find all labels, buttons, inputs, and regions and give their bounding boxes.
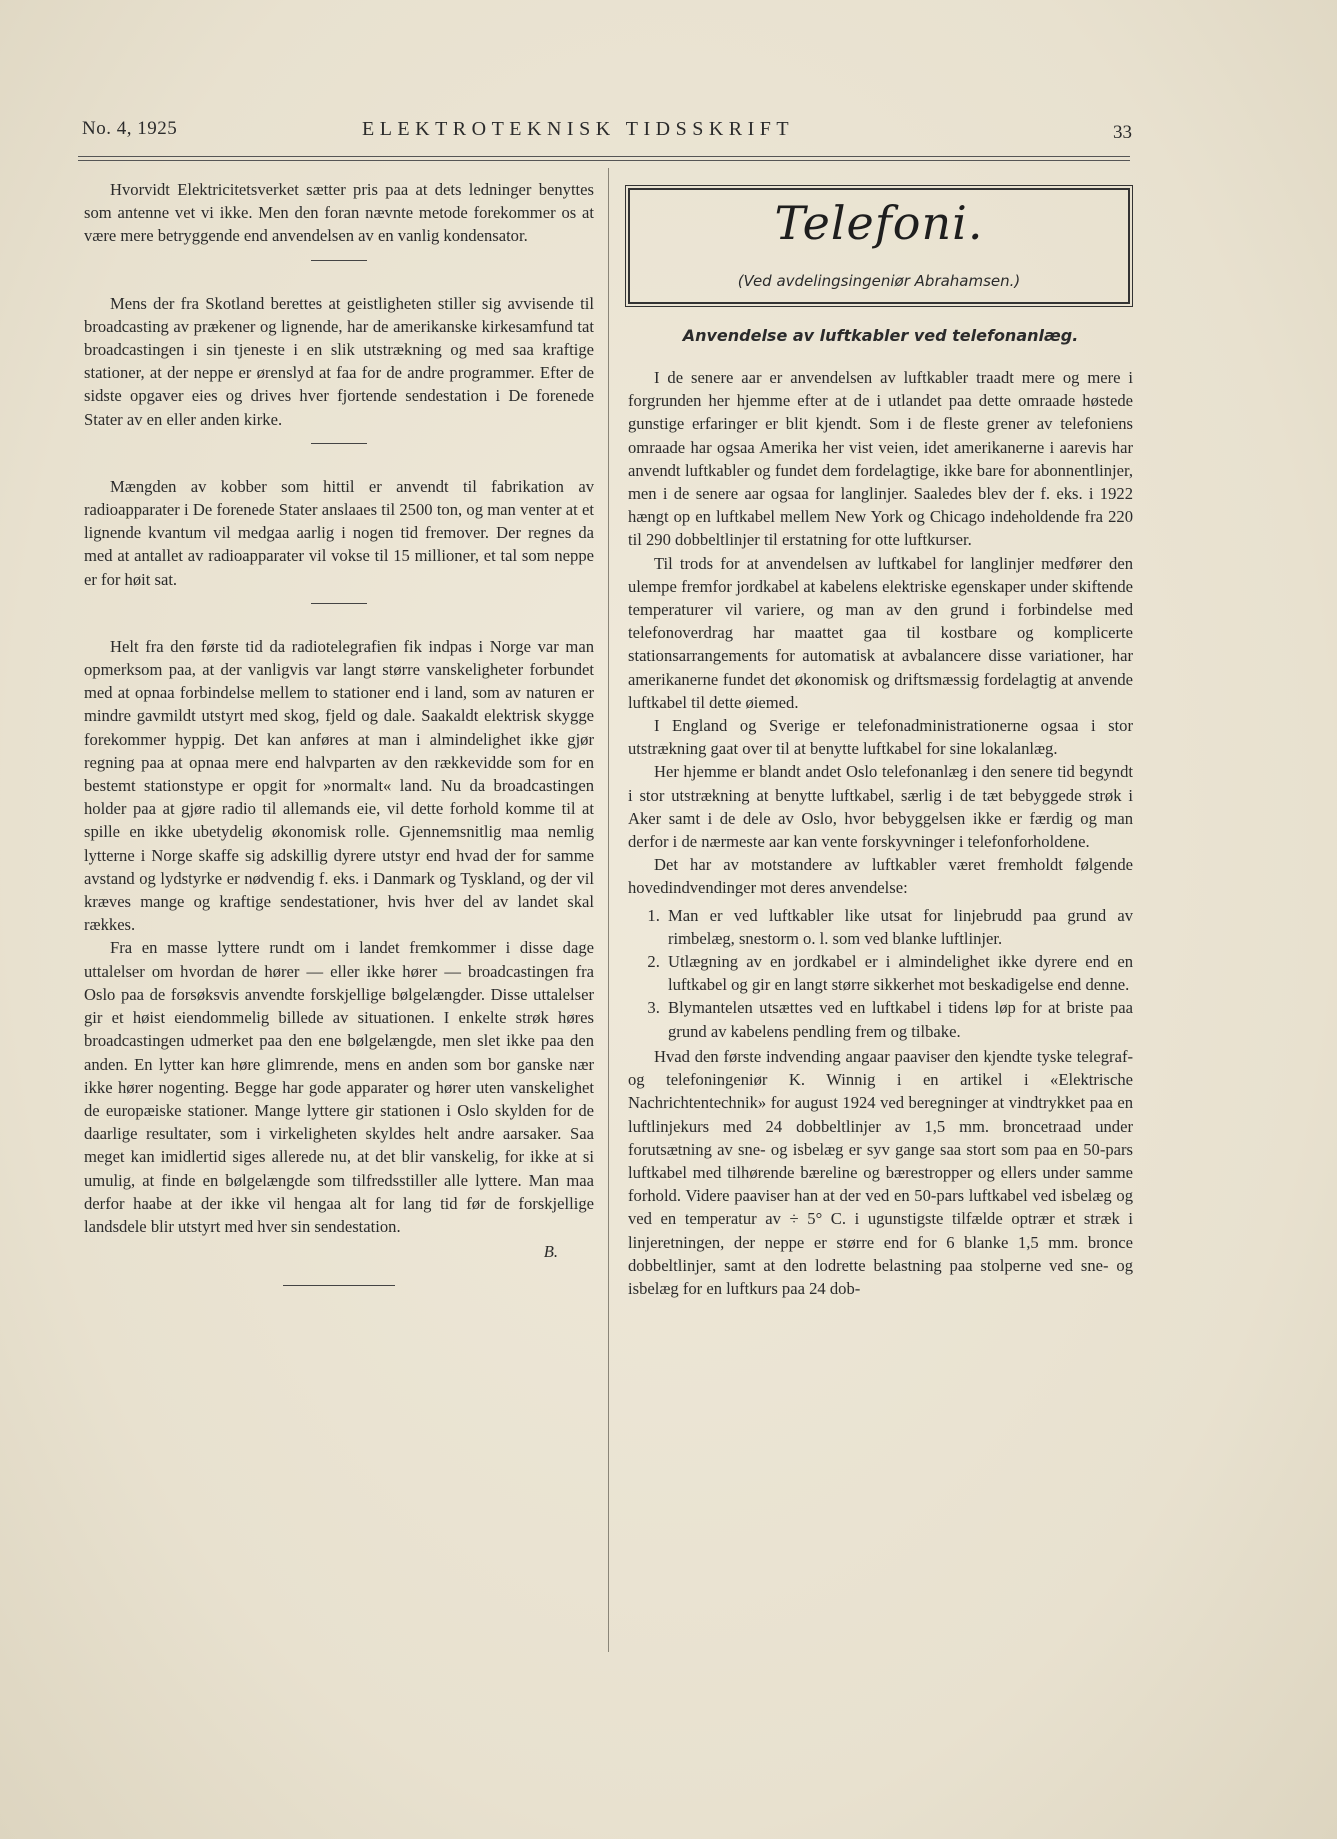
header-rule-double: [78, 160, 1130, 161]
list-item: 3. Blymantelen utsættes ved en luftkabel i tidens løp for at briste paa grund av kabelens pendling frem og tilbake.: [664, 996, 1133, 1042]
article-paragraph: I England og Sverige er telefonadministrationerne ogsaa i stor utstrækning gaat over til at benytte luftkabel for sine lokalanlæg.: [628, 716, 1133, 759]
article-title: Anvendelse av luftkabler ved telefonanlæg.: [682, 326, 1079, 345]
article-paragraph: Her hjemme er blandt andet Oslo telefonanlæg i den senere tid begyndt i stor utstrækning at benytte luftkabel, særlig i de tæt bebyggede strøk i Aker samt i de dele av Oslo, hvor bebyggelsen ikke er færdig og man derfor i de nærmeste aar kan vente forskyvninger i telefonforholdene.: [628, 762, 1133, 852]
column-divider: [608, 168, 609, 1652]
title-box: [628, 188, 1130, 304]
article-paragraph: I de senere aar er anvendelsen av luftkabler traadt mere og mere i forgrunden her hjemme efter at de i utlandet paa dette omraade høstede gunstige erfaringer er blit kjendt. Som i de fleste grener av telefoniens omraade har ogsaa Amerika her vist veien, idet amerikanerne i aarevis har anvendt luftkabler og fundet dem fordelagtige, ikke bare for abonnentlinjer, men i de senere aar ogsaa for langlinjer. Saaledes blev der f. eks. i 1922 hængt op en luftkabel mellem New York og Chicago indeholdende fra 220 til 290 dobbeltlinjer til erstatning for otte luftkurser.: [628, 368, 1133, 550]
page-number: 33: [1113, 122, 1132, 143]
issue-number: No. 4, 1925: [82, 118, 178, 139]
header-rule: [78, 156, 1130, 157]
signature: B.: [543, 1242, 558, 1262]
article-paragraph: Det har av motstandere av luftkabler været fremholdt følgende hovedindvendinger mot deres anvendelse:: [628, 855, 1133, 898]
article-paragraph: Til trods for at anvendelsen av luftkabel for langlinjer medfører den ulempe fremfor jordkabel at kabelens elektriske egenskaper under skiftende temperaturer vil variere, og man av den grund i forbindelse med telefonoverdrag har maattet gaa til kostbare og komplicerte stationsarrangements for automatisk at avbalancere disse variationer, har amerikanerne fundet det økonomisk og driftsmæssig fordelagtig at anvende luftkabel til dette øiemed.: [628, 553, 1133, 712]
article-paragraph: Hvorvidt Elektricitetsverket sætter pris paa at dets ledninger benyttes som antenne vet vi ikke. Men den foran nævnte metode forekommer os at være mere betryggende end anvendelsen av en vanlig kondensator.: [84, 180, 594, 246]
article-paragraph: Mens der fra Skotland berettes at geistligheten stiller sig avvisende til broadcasting av prækener og lignende, har de amerikanske kirkesamfund tat broadcastingen i sin tjeneste i en slik utstrækning og med saa kraftige stationer, at der neppe er ørenslyd at faa for de andre programmer. Efter de sidste opgaver eies og drives hver fjortende sendestation i De forenede Stater av en eller anden kirke.: [84, 293, 594, 429]
article-paragraph: Hvad den første indvending angaar paaviser den kjendte tyske telegraf- og telefoningeniør K. Winnig i en artikel i «Elektrische Nachrichtentechnik» for august 1924 ved beregninger at vindtrykket paa en luftlinjekurs med 24 dobbeltlinjer av 1,5 mm. broncetraad under forutsætning av sne- og isbelæg er syv gange saa stort som paa en 50-pars luftkabel med tilhørende bæreline og bærestropper og ellers under samme forhold. Videre paaviser han at der ved en 50-pars luftkabel ved isbelæg og ved en temperatur av ÷ 5° C. i ugunstigste tilfælde optrær et stræk i linjeretningen, der neppe er større end for 6 blanke 1,5 mm. bronce dobbeltlinjer, samt at den lodrette belastning paa stolperne ved sne- og isbelæg for en luftkurs paa 24 dob-: [628, 1046, 1133, 1298]
byline: (Ved avdelingsingeniør Abrahamsen.): [737, 272, 1021, 290]
page-header: [82, 112, 1132, 142]
objections-list: [628, 904, 1133, 1043]
list-item: 1. Man er ved luftkabler like utsat for linjebrudd paa grund av rimbelæg, snestorm o. l. som ved blanke luftlinjer.: [664, 904, 1133, 950]
section-heading: Telefoni.: [774, 196, 984, 250]
article-paragraph: Helt fra den første tid da radiotelegrafien fik indpas i Norge var man opmerksom paa, at der vanligvis var langt større vanskeligheter forbundet med at opnaa forbindelse mellem to stationer end i land, som av naturen er mindre gavmildt utstyrt med skog, fjeld og dale. Saakaldt elektrisk skygge forekommer hyppig. Det kan anføres at man i almindelighet ikke gjør regning paa at opnaa mere end halvparten av den rækkevidde som for en bestemt stationstype er opgit for »normalt« land. Nu da broadcastingen holder paa at gjøre radio til allemands eie, vil dette forhold komme til at spille en ikke ubetydelig økonomisk rolle. Gjennemsnitlig maa nemlig lytterne i Norge skaffe sig adskillig dyrere utstyr end hvad der for samme avstand og lydstyrke er nødvendig f. eks. i Danmark og Tyskland, og der vil kræves mange og kraftige sendestationer, hvis hver del av landet skal rækkes.: [84, 636, 594, 935]
journal-title: ELEKTROTEKNISK TIDSSKRIFT: [362, 118, 795, 140]
list-item: 2. Utlægning av en jordkabel er i almindelighet ikke dyrere end en luftkabel og gir en langt større sikkerhet mot beskadigelse end denne.: [664, 950, 1133, 996]
section-separator: [311, 443, 367, 444]
article-paragraph: Mængden av kobber som hittil er anvendt til fabrikation av radioapparater i De forenede Stater anslaaes til 2500 ton, og man venter at et lignende kvantum vil medgaa aarlig i nogen tid fremover. Der regnes da med at antallet av radioapparater vil vokse til 15 millioner, et tal som neppe er for høit sat.: [84, 476, 594, 589]
left-column: [84, 178, 594, 1286]
end-separator: [283, 1285, 395, 1286]
right-column: [628, 366, 1133, 1300]
section-separator: [311, 603, 367, 604]
section-separator: [311, 260, 367, 261]
article-paragraph: Fra en masse lyttere rundt om i landet fremkommer i disse dage uttalelser om hvordan de hører — eller ikke hører — broadcastingen fra Oslo paa de forsøksvis anvendte forskjellige bølgelængder. Disse uttalelser gir et høist eiendommelig billede av situationen. I enkelte strøk høres broadcastingen udmerket paa den ene bølgelængde, men slet ikke paa den anden. En lytter kan høre glimrende, mens en anden som bor ganske nær ikke hører nogenting. Begge har gode apparater og hører uten vanskelighet de europæiske stationer. Mange lyttere gir stationen i Oslo skylden for de daarlige resultater, som i virkeligheten skyldes helt andre aarsaker. Saa meget kan imidlertid siges allerede nu, at det blir vanskelig, for ikke at si umulig, at finde en bølgelængde som tilfredsstiller alle lyttere. Man maa derfor haabe at der ikke vil hengaa alt for lang tid før de forskjellige landsdele blir utstyrt med hver sin sendestation.: [84, 938, 594, 1236]
